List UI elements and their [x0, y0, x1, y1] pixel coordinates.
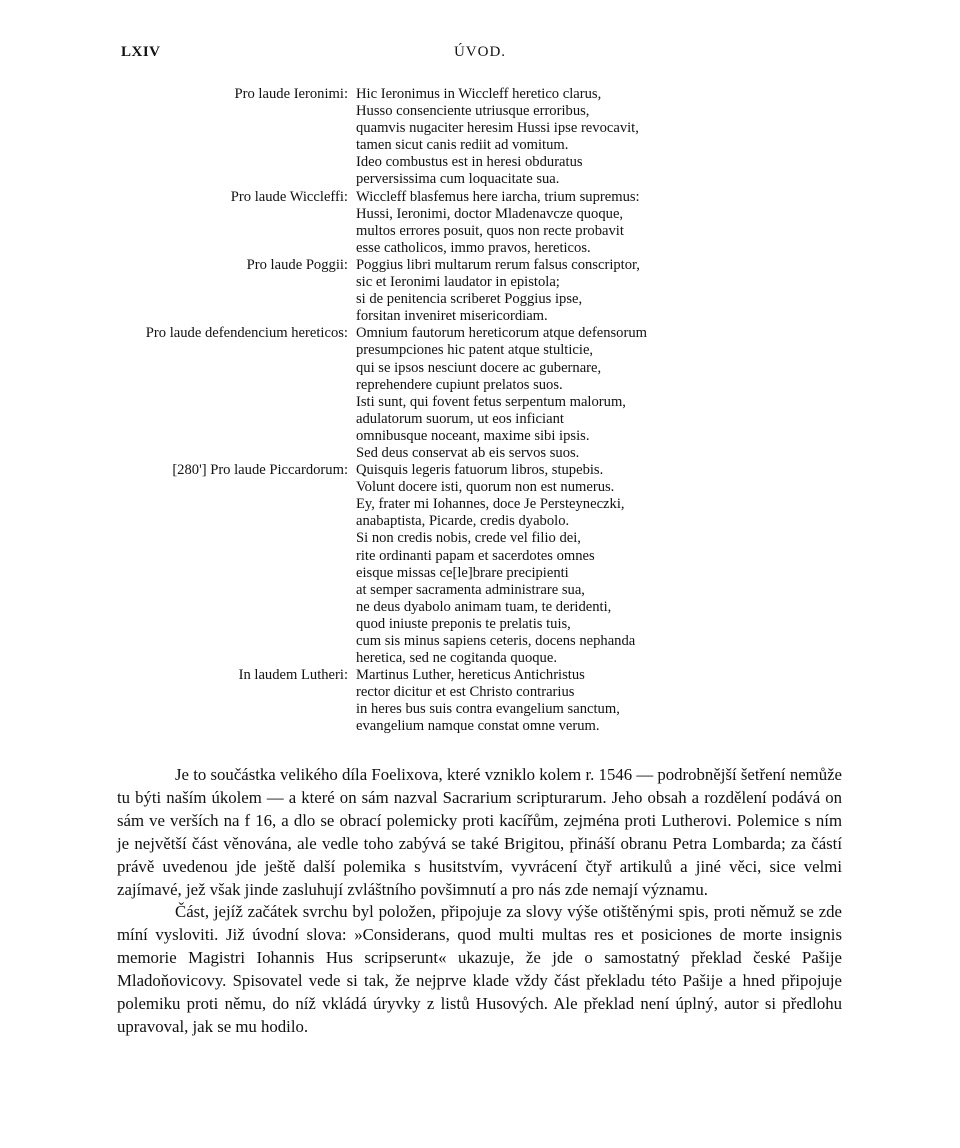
verse-line: perversissima cum loquacitate sua.: [356, 171, 560, 188]
poem-lines: [356, 325, 960, 462]
poem-label: Pro laude defendencium hereticos:: [145, 325, 348, 342]
verse-line: Poggius libri multarum rerum falsus conscriptor,: [356, 256, 640, 273]
poem-wiccleffi: [0, 189, 960, 257]
verse-line: Wiccleff blasfemus here iarcha, trium supremus:: [356, 188, 640, 205]
poem-ieronimi: [0, 86, 960, 189]
verse-line: presumpciones hic patent atque stulticie,: [356, 342, 594, 359]
verse-line: Hussi, Ieronimi, doctor Mladenavcze quoque,: [356, 205, 624, 222]
verse-line: sic et Ieronimi laudator in epistola;: [356, 274, 560, 291]
poem-label: Pro laude Poggii:: [246, 256, 348, 273]
verse-line: Sed deus conservat ab eis servos suos.: [356, 444, 580, 461]
verse-line: Omnium fautorum hereticorum atque defensorum: [356, 325, 647, 342]
page-number: LXIV: [121, 44, 161, 60]
verse-line: anabaptista, Picarde, credis dyabolo.: [356, 513, 570, 530]
poem-lines: [356, 462, 960, 667]
prose-section: [117, 764, 842, 1039]
verse-line: at semper sacramenta administrare sua,: [356, 581, 585, 598]
verse-line: Volunt docere isti, quorum non est numerus.: [356, 479, 615, 496]
verse-line: rector dicitur et est Christo contrarius: [356, 684, 575, 701]
poem-label: Pro laude Wiccleffi:: [230, 188, 348, 205]
verse-line: quamvis nugaciter heresim Hussi ipse revocavit,: [356, 120, 639, 137]
verse-line: rite ordinanti papam et sacerdotes omnes: [356, 547, 595, 564]
prose-paragraph: Část, jejíž začátek svrchu byl položen, připojuje za slovy výše otištěnými spis, proti němuž se zde míní vysloviti. Již úvodní slova: »Considerans, quod multi multas res et posiciones de morte insignis memorie Magistri Iohannis Hus scripserunt« ukazuje, že jde o samostatný překlad české Pašije Mladoňovicovy. Spisovatel vede si tak, že nejprve klade vždy část překladu této Pašije a hned připojuje polemiku proti němu, do níž vkládá úryvky z listů Husových. Ale překlad není úplný, autor si předlohu upravoval, jak se mu hodilo.: [117, 902, 842, 1036]
poem-lutheri: [0, 667, 960, 735]
verse-line: quod iniuste preponis te prelatis tuis,: [356, 615, 571, 632]
verse-line: Isti sunt, qui fovent fetus serpentum malorum,: [356, 393, 626, 410]
poem-piccardorum: [0, 462, 960, 667]
verse-line: esse catholicos, immo pravos, hereticos.: [356, 239, 591, 256]
verse-line: Hic Ieronimus in Wiccleff heretico clarus,: [356, 86, 602, 102]
verse-line: si de penitencia scriberet Poggius ipse,: [356, 291, 583, 308]
poem-poggii: [0, 257, 960, 325]
running-title: ÚVOD.: [453, 44, 507, 60]
verse-line: reprehendere cupiunt prelatos suos.: [356, 376, 563, 393]
verse-line: omnibusque noceant, maxime sibi ipsis.: [356, 427, 590, 444]
running-head: [0, 44, 960, 68]
verse-line: Quisquis legeris fatuorum libros, stupebis.: [356, 462, 604, 479]
verse-line: heretica, sed ne cogitanda quoque.: [356, 650, 557, 667]
verse-line: multos errores posuit, quos non recte probavit: [356, 222, 624, 239]
poem-defendencium: [0, 325, 960, 462]
verse-line: eisque missas ce[le]brare precipienti: [356, 564, 569, 581]
verse-line: Si non credis nobis, crede vel filio dei,: [356, 530, 581, 547]
verse-line: ne deus dyabolo animam tuam, te deridenti,: [356, 598, 612, 615]
poem-label: [280'] Pro laude Piccardorum:: [172, 462, 348, 479]
poem-label: Pro laude Ieronimi:: [234, 86, 348, 102]
poem-lines: [356, 189, 960, 257]
verse-line: forsitan inveniret misericordiam.: [356, 308, 548, 325]
verse-line: evangelium namque constat omne verum.: [356, 718, 600, 735]
poem-section: [0, 86, 960, 736]
verse-line: Ideo combustus est in heresi obduratus: [356, 154, 583, 171]
verse-line: in heres bus suis contra evangelium sanctum,: [356, 701, 620, 718]
verse-line: cum sis minus sapiens ceteris, docens nephanda: [356, 633, 636, 649]
poem-lines: [356, 667, 960, 735]
prose-paragraph: Je to součástka velikého díla Foelixova, které vzniklo kolem r. 1546 — podrobnější šetření nemůže tu býti naším úkolem — a které on sám nazval Sacrarium scripturarum. Jeho obsah a rozdělení podává on sám ve verších na f 16, a dlo se obrací polemicky proti kacířům, zejména proti Lutherovi. Polemice s ním je největší část věnována, ale vedle toho zabývá se také Brigitou, přináší obranu Petra Lombarda; za částí právě uvedenou jde ještě další polemika s husitstvím, vyvrácení čtyř artikulů a jiné věci, sice velmi zajímavé, jež však jinde zasluhují zvláštního povšimnutí a pro nás zde nemají významu.: [117, 765, 842, 899]
verse-line: Martinus Luther, hereticus Antichristus: [356, 667, 585, 684]
verse-line: qui se ipsos nesciunt docere ac gubernare,: [356, 359, 602, 376]
poem-label: In laudem Lutheri:: [238, 667, 348, 684]
verse-line: Ey, frater mi Iohannes, doce Je Persteyneczki,: [356, 496, 625, 513]
verse-line: Husso consenciente utriusque erroribus,: [356, 103, 590, 120]
poem-lines: [356, 257, 960, 325]
verse-line: adulatorum suorum, ut eos inficiant: [356, 410, 564, 427]
poem-lines: [356, 86, 960, 189]
verse-line: tamen sicut canis rediit ad vomitum.: [356, 137, 569, 154]
